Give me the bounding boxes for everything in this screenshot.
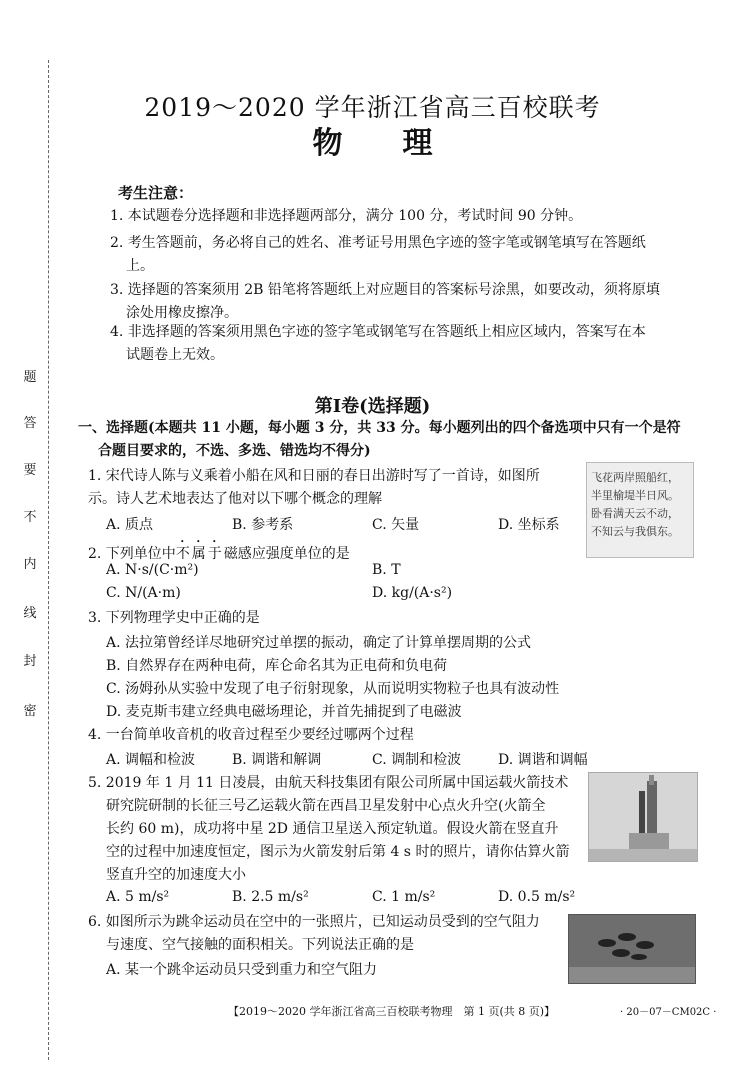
- skydivers-icon: [569, 915, 696, 984]
- q1-option-d: D. 坐标系: [498, 517, 560, 533]
- poem-line: 卧看满天云不动，: [591, 507, 679, 520]
- q6-stem: 与速度、空气接触的面积相关。下列说法正确的是: [106, 937, 414, 953]
- poem-line: 飞花两岸照船红，: [591, 471, 679, 484]
- q3-option-c: C. 汤姆孙从实验中发现了电子衍射现象，从而说明实物粒子也具有波动性: [106, 681, 560, 697]
- q2-option-c: C. N/(A·m): [106, 585, 181, 601]
- seal-char: 内: [23, 557, 37, 572]
- q5-option-a: A. 5 m/s²: [106, 889, 170, 905]
- q1-option-c: C. 矢量: [372, 517, 420, 533]
- q2-stem-pre: 2. 下列单位中: [88, 546, 176, 562]
- q1-option-a: A. 质点: [106, 517, 154, 533]
- q4-stem: 4. 一台简单收音机的收音过程至少要经过哪两个过程: [88, 727, 414, 743]
- q3-option-b: B. 自然界存在两种电荷，库仑命名其为正电荷和负电荷: [106, 658, 448, 674]
- q4-option-b: B. 调谐和解调: [232, 752, 322, 768]
- notes-heading: 考生注意：: [118, 184, 194, 202]
- q2-option-d: D. kg/(A·s²): [372, 585, 453, 601]
- q5-stem: 空的过程中加速度恒定，图示为火箭发射后第 4 s 时的照片，请你估算火箭: [106, 844, 570, 860]
- seal-cut-line: [48, 60, 49, 1060]
- seal-char: 线: [23, 606, 37, 621]
- seal-char: 要: [23, 463, 37, 478]
- skydivers-photo: [568, 914, 696, 984]
- seal-char: 不: [23, 510, 37, 525]
- q5-stem: 5. 2019 年 1 月 11 日凌晨，由航天科技集团有限公司所属中国运载火箭技术: [88, 775, 569, 791]
- q6-option-a: A. 某一个跳伞运动员只受到重力和空气阻力: [106, 962, 378, 978]
- q5-stem: 研究院研制的长征三号乙运载火箭在西昌卫星发射中心点火升空(火箭全: [106, 798, 546, 814]
- poem-line: 半里榆堤半日风。: [591, 489, 679, 502]
- q5-option-b: B. 2.5 m/s²: [232, 889, 309, 905]
- note-item: 试题卷上无效。: [126, 347, 224, 363]
- note-item: 4. 非选择题的答案须用黑色字迹的签字笔或钢笔写在答题纸上相应区域内，答案写在本: [110, 324, 646, 340]
- q3-stem: 3. 下列物理学史中正确的是: [88, 610, 260, 626]
- poem-image: [586, 462, 694, 558]
- page-footer: 【2019～2020 学年浙江省高三百校联考物理 第 1 页(共 8 页)】: [228, 1005, 556, 1018]
- rocket-launch-photo: [588, 772, 698, 862]
- q3-option-d: D. 麦克斯韦建立经典电磁场理论，并首先捕捉到了电磁波: [106, 704, 462, 720]
- note-item: 上。: [126, 258, 154, 274]
- q1-option-b: B. 参考系: [232, 517, 294, 533]
- seal-char: 题: [23, 370, 37, 385]
- seal-char: 密: [23, 704, 37, 719]
- q4-option-d: D. 调谐和调幅: [498, 752, 588, 768]
- q2-option-b: B. T: [372, 562, 401, 578]
- note-item: 2. 考生答题前，务必将自己的姓名、准考证号用黑色字迹的签字笔或钢笔填写在答题纸: [110, 235, 646, 251]
- seal-char: 答: [23, 416, 37, 431]
- note-item: 3. 选择题的答案须用 2B 铅笔将答题纸上对应题目的答案标号涂黑，如要改动，须将原填: [110, 282, 660, 298]
- exam-code: · 20－07－CM02C ·: [620, 1007, 717, 1018]
- seal-char: 封: [23, 654, 37, 669]
- poem-line: 不知云与我俱东。: [591, 525, 679, 538]
- q5-stem: 竖直升空的加速度大小: [106, 867, 246, 883]
- section-title: 第Ⅰ卷(选择题): [314, 396, 431, 417]
- q1-stem: 示。诗人艺术地表达了他对以下哪个概念的理解: [88, 491, 382, 507]
- q2-emphasis: 不属于: [175, 546, 224, 562]
- subject-title: 物理: [312, 126, 493, 161]
- q4-option-a: A. 调幅和检波: [106, 752, 196, 768]
- q2-stem: [88, 538, 350, 564]
- q2-option-a: A. N·s/(C·m²): [106, 562, 199, 578]
- q2-stem-post: 磁感应强度单位的是: [223, 546, 350, 562]
- rocket-icon: [589, 773, 698, 862]
- exam-title: 2019～2020 学年浙江省高三百校联考: [144, 93, 601, 122]
- note-item: 涂处用橡皮擦净。: [126, 305, 238, 321]
- q5-option-c: C. 1 m/s²: [372, 889, 436, 905]
- q4-option-c: C. 调制和检波: [372, 752, 462, 768]
- section-instruction: 合题目要求的，不选、多选、错选均不得分): [98, 443, 371, 459]
- note-item: 1. 本试题卷分选择题和非选择题两部分，满分 100 分，考试时间 90 分钟。: [110, 208, 583, 224]
- section-instruction: 一、选择题(本题共 11 小题，每小题 3 分，共 33 分。每小题列出的四个备选项中只有一个是符: [78, 420, 681, 436]
- q1-stem: 1. 宋代诗人陈与义乘着小船在风和日丽的春日出游时写了一首诗，如图所: [88, 468, 540, 484]
- q5-stem: 长约 60 m)，成功将中星 2D 通信卫星送入预定轨道。假设火箭在竖直升: [106, 821, 559, 837]
- q3-option-a: A. 法拉第曾经详尽地研究过单摆的振动，确定了计算单摆周期的公式: [106, 635, 532, 651]
- q5-option-d: D. 0.5 m/s²: [498, 889, 576, 905]
- q6-stem: 6. 如图所示为跳伞运动员在空中的一张照片，已知运动员受到的空气阻力: [88, 914, 540, 930]
